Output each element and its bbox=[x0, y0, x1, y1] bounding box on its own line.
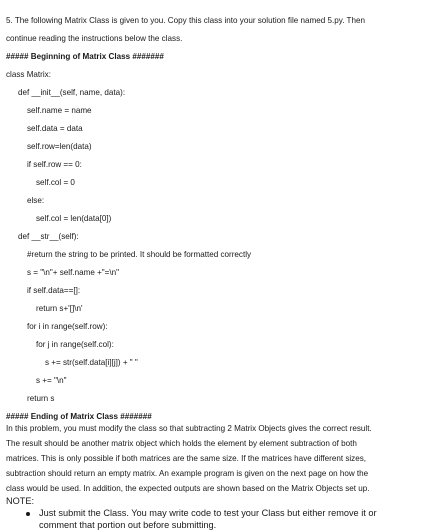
code-line: #return the string to be printed. It should be formatted correctly bbox=[27, 250, 252, 259]
paragraph-line: subtraction should return an empty matrix. An example program is given on the next page on how the bbox=[6, 469, 369, 478]
intro-line-1: 5. The following Matrix Class is given to you. Copy this class into your solution file named 5.py. Then bbox=[6, 16, 365, 25]
code-line: for i in range(self.row): bbox=[27, 322, 108, 331]
paragraph-line: In this problem, you must modify the class so that subtracting 2 Matrix Objects gives the correct result. bbox=[6, 424, 372, 433]
paragraph-line: The result should be another matrix object which holds the element by element subtraction of both bbox=[6, 439, 357, 448]
code-line: return s bbox=[27, 394, 55, 403]
note-heading: NOTE: bbox=[6, 496, 35, 506]
code-line: else: bbox=[27, 196, 45, 205]
code-line: if self.row == 0: bbox=[27, 160, 82, 169]
code-line: self.col = 0 bbox=[36, 178, 75, 187]
code-line: class Matrix: bbox=[6, 70, 51, 79]
code-line: s += "\n" bbox=[36, 376, 67, 385]
paragraph-line: class would be used. In addition, the expected outputs are shown based on the Matrix Objects set up. bbox=[6, 484, 370, 493]
code-line: if self.data==[]: bbox=[27, 286, 81, 295]
intro-line-2: continue reading the instructions below the class. bbox=[6, 34, 183, 43]
begin-marker: ##### Beginning of Matrix Class ####### bbox=[6, 52, 164, 61]
end-marker: ##### Ending of Matrix Class ####### bbox=[6, 412, 152, 421]
code-line: self.col = len(data[0]) bbox=[36, 214, 112, 223]
paragraph-line: matrices. This is only possible if both matrices are the same size. If the matrices have different sizes, bbox=[6, 454, 367, 463]
code-line: for j in range(self.col): bbox=[36, 340, 114, 349]
code-line: return s+'[]\n' bbox=[36, 304, 83, 313]
note-bullet-line-1: Just submit the Class. You may write code to test your Class but either remove it or bbox=[39, 508, 377, 518]
code-line: s += str(self.data[i][j]) + " " bbox=[45, 358, 138, 367]
code-line: self.data = data bbox=[27, 124, 83, 133]
bullet-icon bbox=[26, 512, 30, 516]
code-line: s = "\n"+ self.name +"=\n" bbox=[27, 268, 120, 277]
code-line: def __init__(self, name, data): bbox=[18, 88, 126, 97]
note-bullet-line-2: comment that portion out before submitting. bbox=[39, 520, 217, 530]
code-line: def __str__(self): bbox=[18, 232, 79, 241]
code-line: self.row=len(data) bbox=[27, 142, 92, 151]
code-line: self.name = name bbox=[27, 106, 92, 115]
